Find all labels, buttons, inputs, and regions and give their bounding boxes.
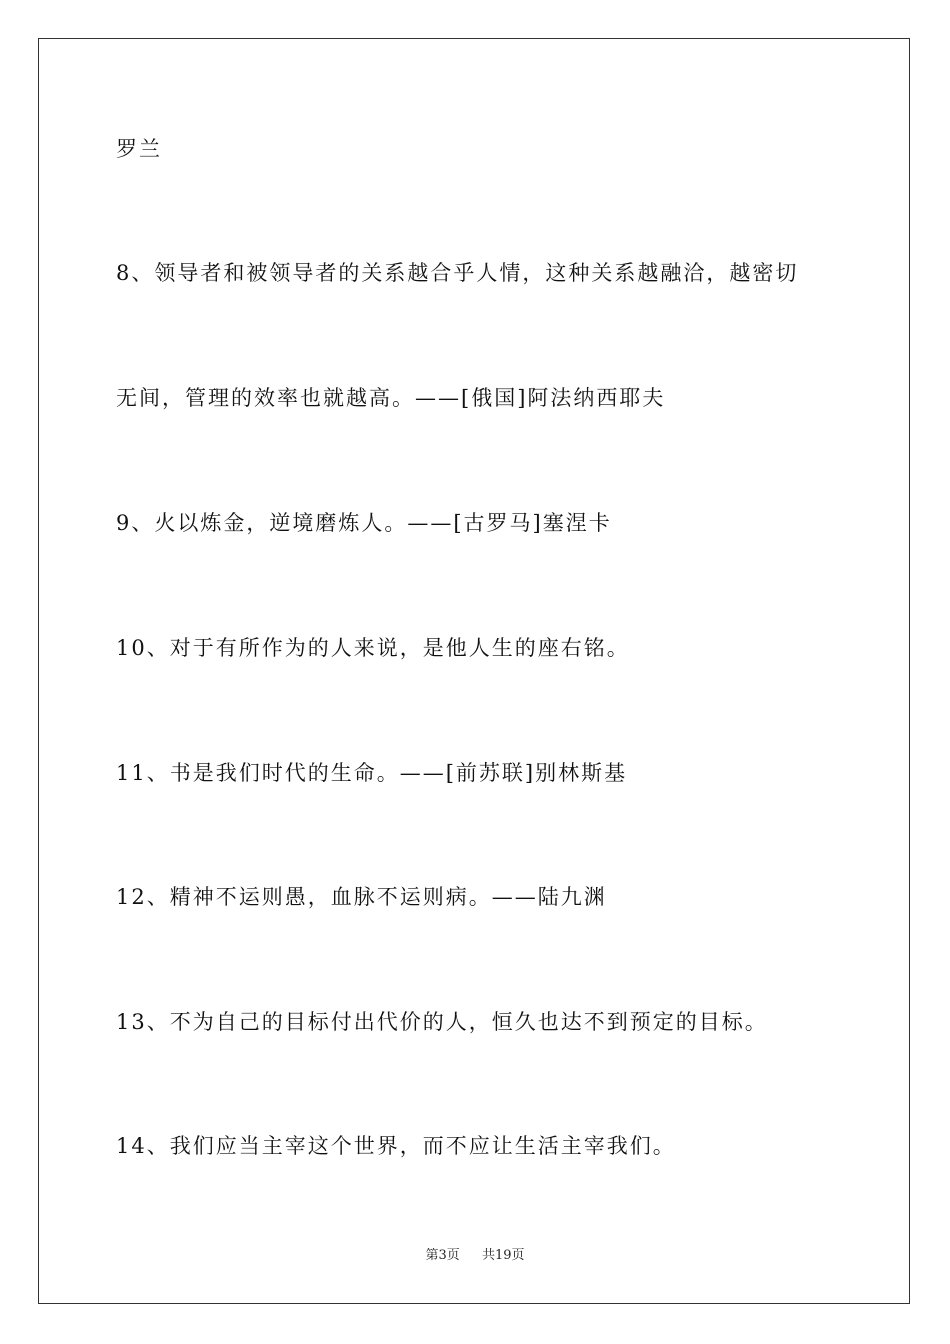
text-line: 14、我们应当主宰这个世界，而不应让生活主宰我们。 [116, 1134, 676, 1158]
page-total: 共19页 [482, 1248, 525, 1263]
text-line: 8、领导者和被领导者的关系越合乎人情，这种关系越融洽，越密切 [116, 261, 799, 285]
page-border [38, 38, 910, 1304]
page-footer [0, 1246, 950, 1266]
text-line: 11、书是我们时代的生命。——[前苏联]别林斯基 [116, 761, 628, 785]
text-line: 9、火以炼金，逆境磨炼人。——[古罗马]塞涅卡 [116, 511, 612, 535]
text-line: 12、精神不运则愚，血脉不运则病。——陆九渊 [116, 885, 607, 909]
text-line: 罗兰 [116, 137, 162, 161]
text-line: 10、对于有所作为的人来说，是他人生的座右铭。 [116, 636, 630, 660]
text-line: 无间，管理的效率也就越高。——[俄国]阿法纳西耶夫 [116, 386, 666, 410]
text-line: 13、不为自己的目标付出代价的人，恒久也达不到预定的目标。 [116, 1010, 768, 1034]
page-number: 第3页 [425, 1248, 460, 1263]
